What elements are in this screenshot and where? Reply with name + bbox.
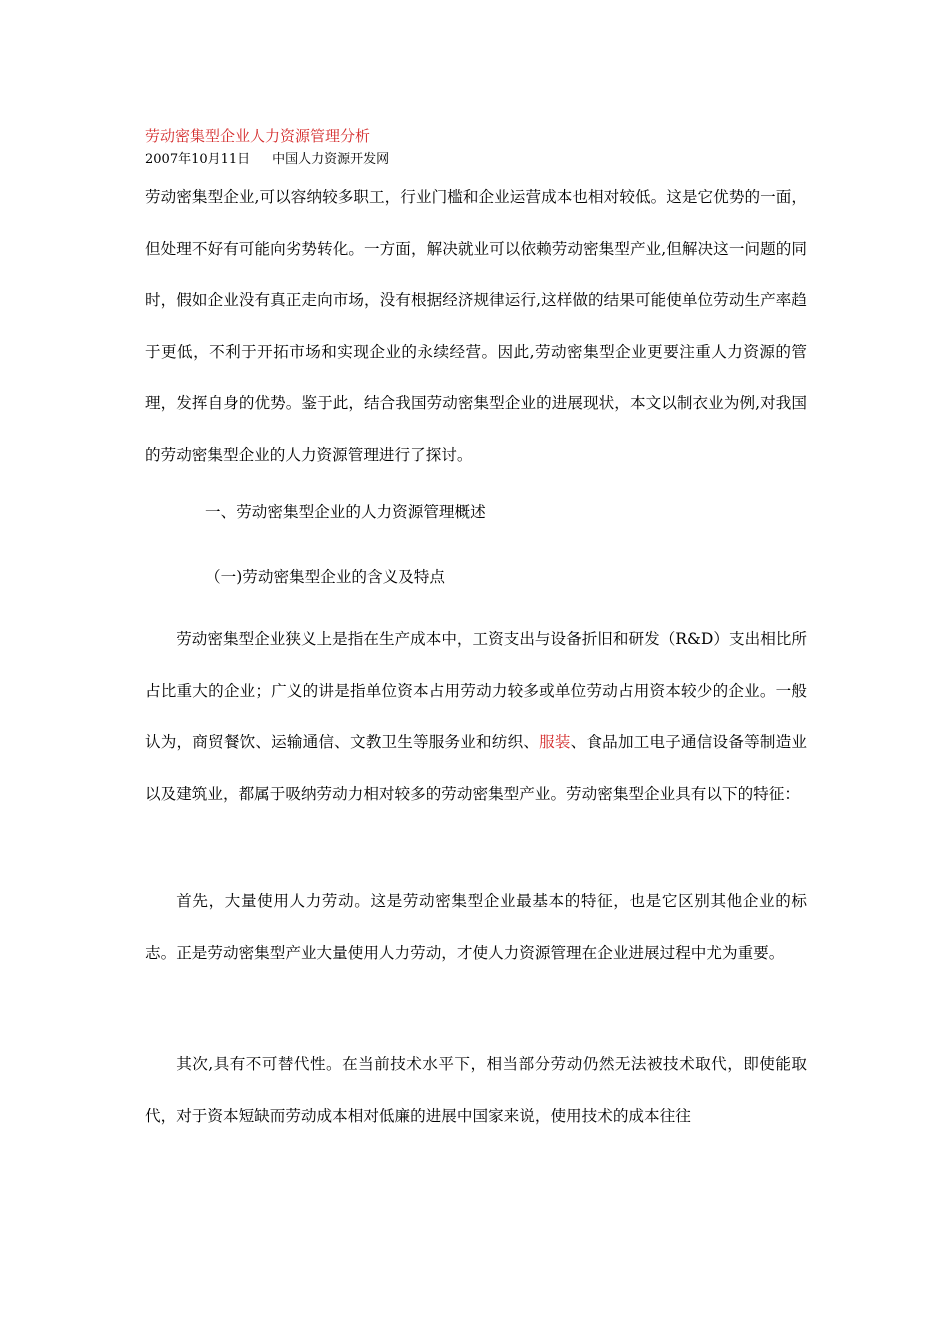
article-title: 劳动密集型企业人力资源管理分析: [145, 127, 371, 145]
definition-text-1: 劳动密集型企业狭义上是指在生产成本中，工资支出与设备折旧和研发（R&D）支出相比所占比重大的企业；广义的讲是指单位资本占用劳动力较多或单位劳动占用资本较少的企业。一般认为，商贸餐饮、运输通信、文教卫生等服务业和纺织、: [145, 630, 807, 751]
clothing-link[interactable]: 服装: [539, 733, 571, 751]
article-date: 2007年10月11日: [145, 152, 251, 167]
definition-text-2: 、食品加工电子通信设备等制造业以及建筑业，都属于吸纳劳动力相对较多的劳动密集型产业。劳动密集型企业具有以下的特征：: [145, 733, 807, 803]
subsection-heading: （一)劳动密集型企业的含义及特点: [205, 568, 445, 586]
definition-paragraph: [145, 614, 807, 820]
article-meta: [145, 151, 389, 169]
intro-paragraph: 劳动密集型企业,可以容纳较多职工，行业门槛和企业运营成本也相对较低。这是它优势的一面，但处理不好有可能向劣势转化。一方面，解决就业可以依赖劳动密集型产业,但解决这一问题的同时，假如企业没有真正走向市场，没有根据经济规律运行,这样做的结果可能使单位劳动生产率趋于更低，不利于开拓市场和实现企业的永续经营。因此,劳动密集型企业更要注重人力资源的管理，发挥自身的优势。鉴于此，结合我国劳动密集型企业的进展现状，本文以制衣业为例,对我国的劳动密集型企业的人力资源管理进行了探讨。: [145, 188, 807, 464]
second-feature-paragraph: 其次,具有不可替代性。在当前技术水平下，相当部分劳动仍然无法被技术取代，即使能取代，对于资本短缺而劳动成本相对低廉的进展中国家来说，使用技术的成本往往: [145, 1055, 807, 1125]
section-heading: 一、劳动密集型企业的人力资源管理概述: [205, 503, 486, 521]
first-feature-paragraph: 首先，大量使用人力劳动。这是劳动密集型企业最基本的特征，也是它区别其他企业的标志。正是劳动密集型产业大量使用人力劳动，才使人力资源管理在企业进展过程中尤为重要。: [145, 892, 807, 962]
article-source: 中国人力资源开发网: [272, 152, 390, 167]
